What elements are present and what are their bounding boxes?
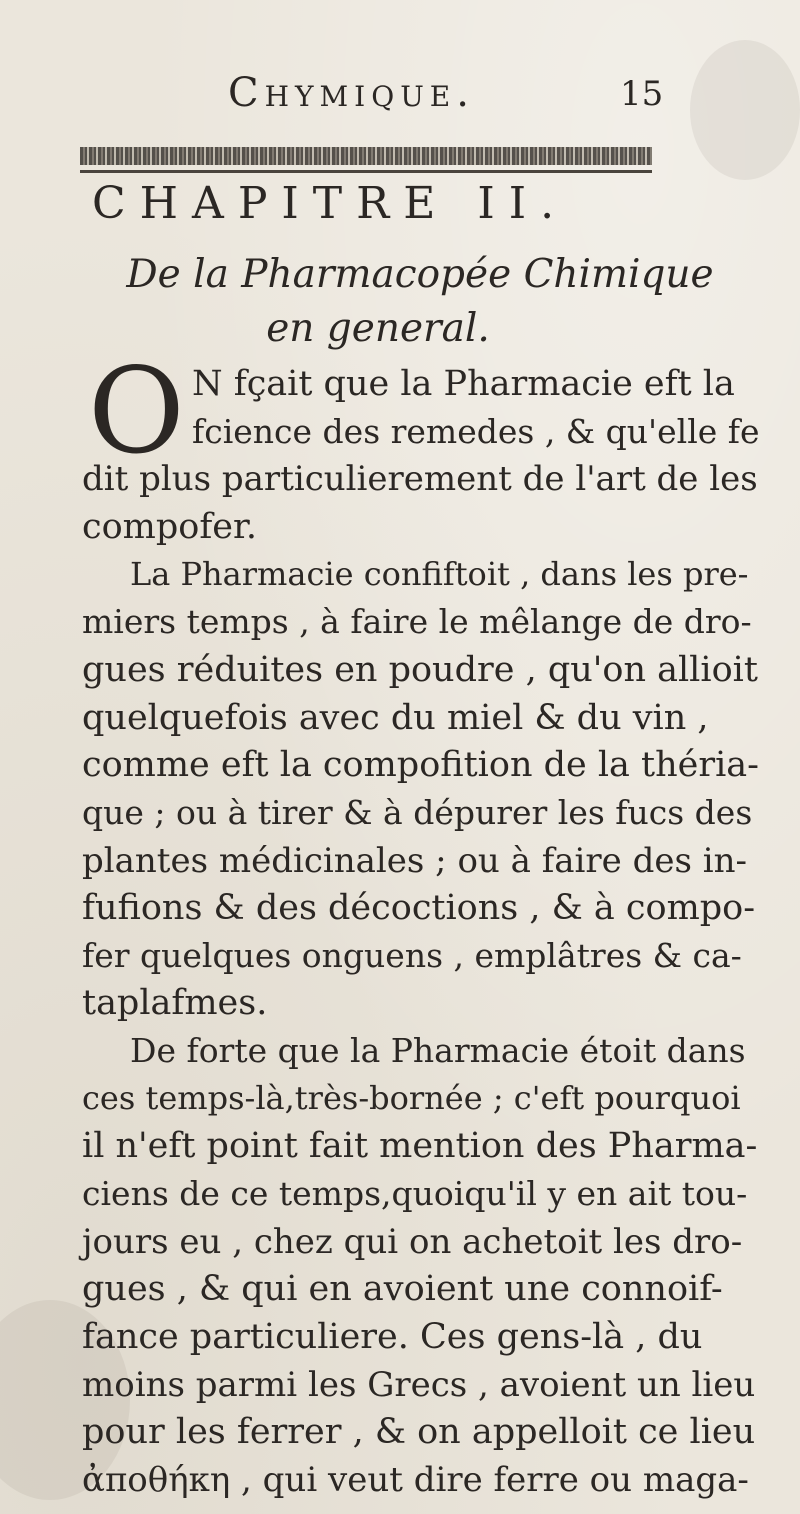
page-number: 15 <box>620 74 664 114</box>
text-line: La Pharmacie confiftoit , dans les pre- <box>130 555 749 593</box>
header-rule <box>80 170 652 173</box>
text-line: ces temps-là,très-bornée ; c'eft pourquoi <box>82 1079 741 1117</box>
text-line: fufions & des décoctions , & à compo- <box>82 888 756 928</box>
text-line: quelquefois avec du miel & du vin , <box>82 698 709 738</box>
text-line: compofer. <box>82 507 258 547</box>
text-line: miers temps , à faire le mêlange de dro- <box>82 602 752 641</box>
text-line: dit plus particulierement de l'art de les <box>82 459 758 499</box>
text-line: gues , & qui en avoient une connoif- <box>82 1269 723 1309</box>
text-line: ἀποθήκη , qui veut dire ferre ou maga- <box>82 1460 749 1500</box>
text-line: il n'eft point fait mention des Pharma- <box>82 1126 758 1166</box>
text-line: jours eu , chez qui on achetoit les dro- <box>82 1222 743 1262</box>
running-title: Chymique. <box>228 70 475 116</box>
paper-stain <box>690 40 800 180</box>
drop-cap: O <box>88 342 185 480</box>
text-line: plantes médicinales ; ou à faire des in- <box>82 841 748 881</box>
text-line: fcience des remedes , & qu'elle fe <box>192 412 760 451</box>
text-line: fer quelques onguens , emplâtres & ca- <box>82 936 742 975</box>
text-line: comme eft la compofition de la théria- <box>82 745 759 785</box>
header-ornament <box>80 147 652 165</box>
text-line: taplafmes. <box>82 983 268 1023</box>
text-line: De forte que la Pharmacie étoit dans <box>130 1031 746 1070</box>
text-line: N fçait que la Pharmacie eft la <box>192 364 735 404</box>
text-line: fance particuliere. Ces gens-là , du <box>82 1317 703 1357</box>
chapter-subtitle-continued: en general. <box>266 306 490 351</box>
chapter-heading: CHAPITRE II. <box>92 178 569 229</box>
text-line: pour les ferrer , & on appelloit ce lieu <box>82 1412 756 1452</box>
chapter-subtitle: De la Pharmacopée Chimique <box>126 252 714 297</box>
text-line: moins parmi les Grecs , avoient un lieu <box>82 1365 756 1405</box>
text-line: que ; ou à tirer & à dépurer les fucs des <box>82 793 753 832</box>
text-line: gues réduites en poudre , qu'on allioit <box>82 650 758 690</box>
text-line: ciens de ce temps,quoiqu'il y en ait tou- <box>82 1174 748 1213</box>
